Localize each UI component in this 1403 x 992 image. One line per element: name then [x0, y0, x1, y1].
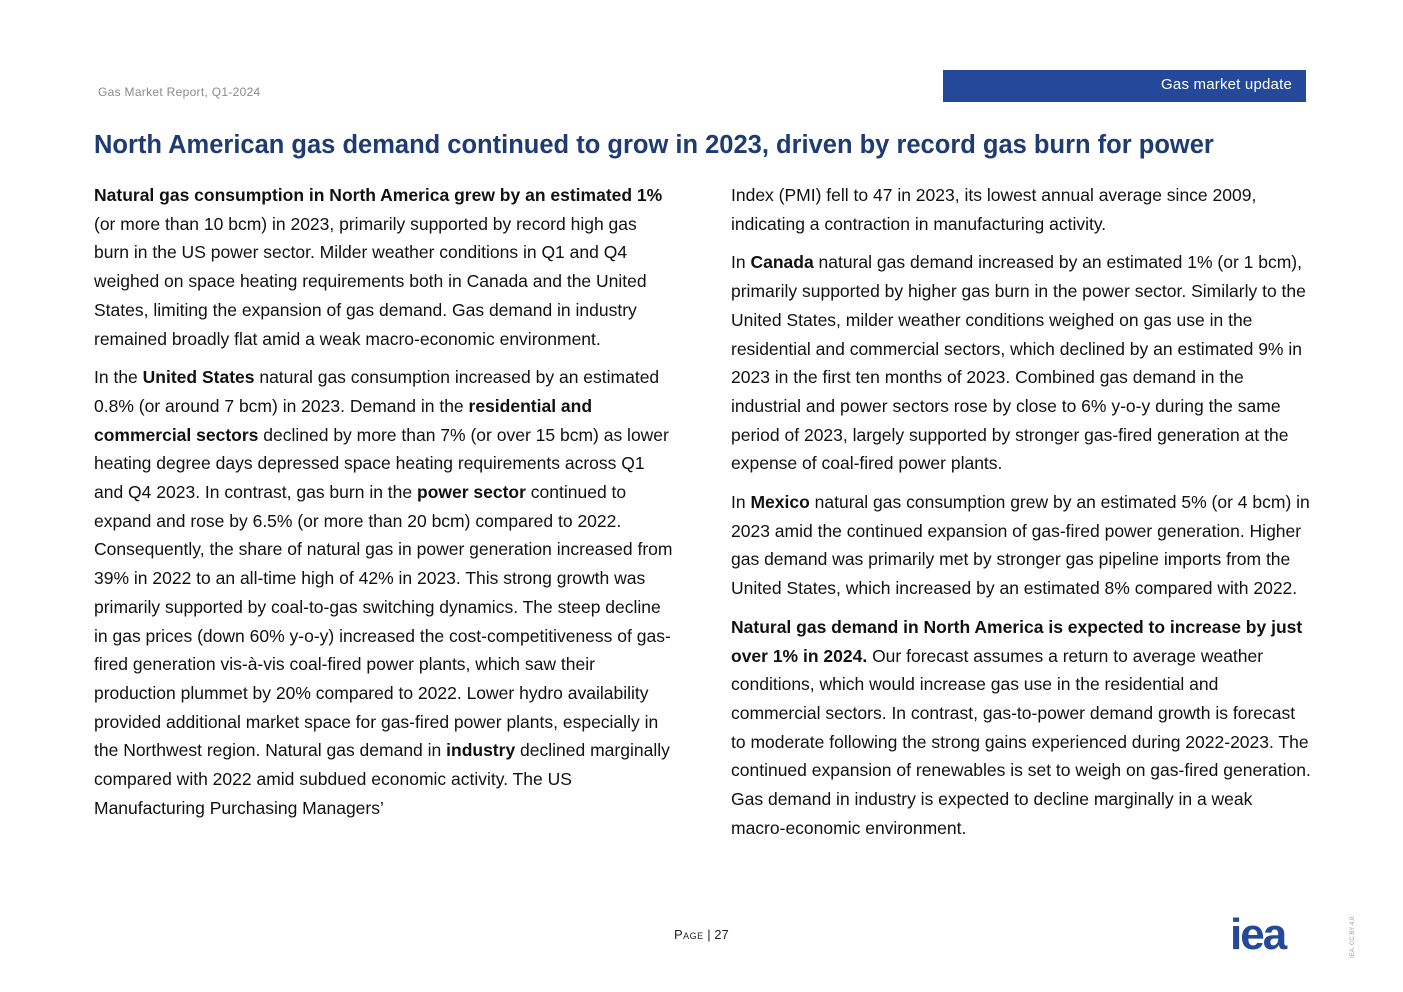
page-title: North American gas demand continued to grow in 2023, driven by record gas burn for power [94, 131, 1214, 159]
bold-text: industry [446, 740, 516, 761]
body-text: Index (PMI) fell to 47 in 2023, its lowest annual average since 2009, indicating a contraction in manufacturing activity. [731, 185, 1257, 234]
right-column [731, 181, 1311, 852]
body-text: declined marginally compared with 2022 amid subdued economic activity. The US Manufacturing Purchasing Managers’ [94, 740, 670, 818]
body-text: (or more than 10 bcm) in 2023, primarily supported by record high gas burn in the US power sector. Milder weather conditions in Q1 and Q4 weighed on space heating requirements both in Canada and the United States, limiting the expansion of gas demand. Gas demand in industry remained broadly flat amid a weak macro-economic environment. [94, 213, 647, 349]
page-word: Page [674, 927, 704, 942]
bold-text: Canada [750, 252, 814, 273]
body-text: In [731, 492, 751, 513]
bold-text: residential and commercial sectors [94, 395, 593, 445]
paragraph-united-states [94, 363, 674, 822]
body-text: natural gas consumption increased by an estimated 0.8% (or around 7 bcm) in 2023. Demand in the [94, 367, 660, 416]
logo-text: iea [1230, 915, 1286, 955]
page-number [674, 927, 729, 942]
paragraph-forecast-2024 [731, 613, 1311, 843]
body-text: declined by more than 7% (or over 15 bcm) as lower heating degree days depressed space heating requirements across Q1 and Q4 2023. In contrast, gas burn in the [94, 424, 669, 503]
section-tab: Gas market update [943, 70, 1306, 102]
bold-text: power sector [417, 482, 526, 503]
report-name: Gas Market Report, Q1-2024 [98, 85, 261, 99]
paragraph-na-consumption [94, 181, 674, 353]
bold-text: Natural gas demand in North America is expected to increase by just over 1% in 2024. [731, 616, 1303, 666]
paragraph-canada [731, 248, 1311, 478]
page-separator: | [703, 927, 715, 942]
left-column [94, 181, 674, 832]
bold-text: United States [142, 367, 255, 388]
body-text: continued to expand and rose by 6.5% (or more than 20 bcm) compared to 2022. Consequently, the share of natural gas in power generation increased from 39% in 2022 to an all-time high of 42% in 2023. This strong growth was primarily supported by coal-to-gas switching dynamics. The steep decline in gas prices (down 60% y-o-y) increased the cost-competitiveness of gas-fired generation vis-à-vis coal-fired power plants, which saw their production plummet by 20% compared to 2022. Lower hydro availability provided additional market space for gas-fired power plants, especially in the Northwest region. Natural gas demand in [94, 482, 673, 761]
bold-text: Mexico [750, 492, 810, 513]
body-text: Our forecast assumes a return to average weather conditions, which would increase gas use in the residential and commercial sectors. In contrast, gas-to-power demand growth is forecast to moderate following the strong gains experienced during 2022-2023. The continued expansion of renewables is set to weigh on gas-fired generation. Gas demand in industry is expected to decline marginally in a weak macro-economic environment. [731, 645, 1311, 838]
paragraph-mexico [731, 488, 1311, 603]
license-note: IEA. CC BY 4.0. [1350, 915, 1356, 958]
page-number-value: 27 [714, 927, 729, 942]
iea-logo-icon [1230, 915, 1310, 955]
body-text: In [731, 252, 751, 273]
body-text: natural gas demand increased by an estimated 1% (or 1 bcm), primarily supported by higher gas burn in the power sector. Similarly to the United States, milder weather conditions weighed on gas use in the residential and commercial sectors, which declined by an estimated 9% in 2023 in the first ten months of 2023. Combined gas demand in the industrial and power sectors rose by close to 6% y-o-y during the same period of 2023, largely supported by stronger gas-fired generation at the expense of coal-fired power plants. [731, 252, 1306, 474]
bold-text: Natural gas consumption in North America grew by an estimated 1% [94, 185, 663, 205]
paragraph-pmi [731, 181, 1311, 238]
body-text: In the [94, 367, 143, 388]
body-text: natural gas consumption grew by an estimated 5% (or 4 bcm) in 2023 amid the continued expansion of gas-fired power generation. Higher gas demand was primarily met by stronger gas pipeline imports from the United States, which increased by an estimated 8% compared with 2022. [731, 492, 1310, 599]
